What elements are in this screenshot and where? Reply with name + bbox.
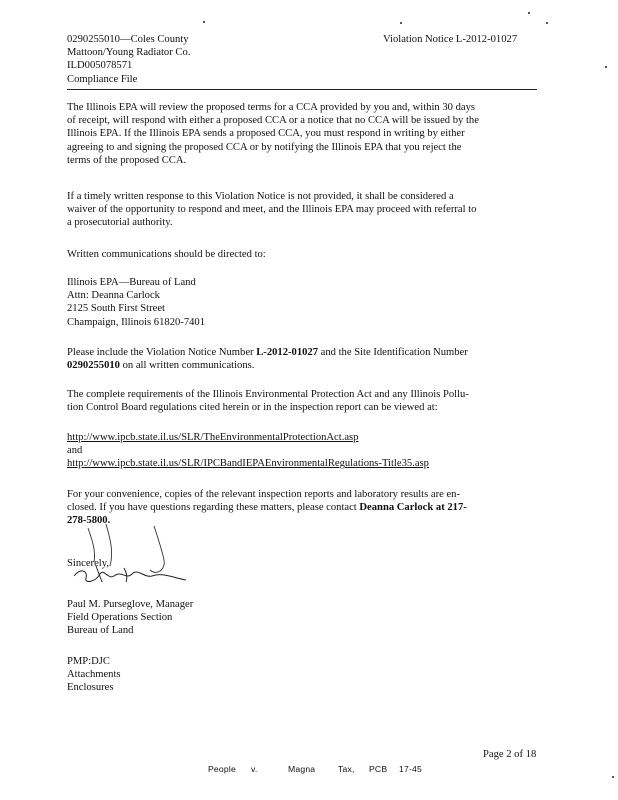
contact-bold: Deanna Carlock at 217- — [359, 502, 467, 514]
caption-word: PCB — [369, 764, 388, 774]
handwritten-signature — [66, 520, 206, 590]
text-line: terms of the proposed CCA. — [67, 154, 187, 166]
caption-word: v. — [251, 764, 258, 774]
scan-speck — [528, 12, 530, 14]
enclosure-block — [67, 655, 537, 695]
scan-speck — [612, 776, 614, 778]
text-line: Written communications should be directed to: — [67, 249, 266, 260]
header-line-file: Compliance File — [67, 73, 138, 85]
header-line-site: 0290255010—Coles County — [67, 34, 189, 45]
address-line: Attn: Deanna Carlock — [67, 290, 160, 302]
mailing-address — [67, 276, 537, 329]
text-line: agreeing to and signing the proposed CCA or by notifying the Illinois EPA that you reject the — [67, 141, 462, 153]
initials: PMP:DJC — [67, 656, 110, 667]
salutation: Sincerely, — [67, 558, 109, 569]
paragraph-requirements — [67, 388, 537, 414]
address-line: Illinois EPA—Bureau of Land — [67, 277, 196, 288]
site-id-bold: 0290255010 — [67, 360, 120, 372]
header-line-id: ILD005078571 — [67, 60, 133, 72]
header-line-company: Mattoon/Young Radiator Co. — [67, 47, 191, 59]
text-line: For your convenience, copies of the relevant inspection reports and laboratory results are en- — [67, 489, 461, 500]
signer-block — [67, 598, 537, 638]
text-line: If a timely written response to this Violation Notice is not provided, it shall be considered a — [67, 191, 454, 202]
enclosures-label: Enclosures — [67, 682, 114, 694]
act-link[interactable]: http://www.ipcb.state.il.us/SLR/TheEnvironmentalProtectionAct.asp — [67, 432, 359, 443]
paragraph-communications — [67, 248, 537, 261]
text-line: Illinois EPA. If the Illinois EPA sends a proposed CCA, you must respond in writing by either — [67, 128, 465, 140]
text-line: The complete requirements of the Illinois Environmental Protection Act and any Illinois Pollu- — [67, 389, 469, 400]
violation-notice-number: Violation Notice L-2012-01027 — [383, 34, 518, 45]
header-address-block — [67, 33, 397, 86]
caption-word: 17-45 — [399, 764, 422, 774]
caption-word: Tax, — [338, 764, 355, 774]
attachments-label: Attachments — [67, 669, 121, 681]
signer-section: Field Operations Section — [67, 612, 173, 624]
regulations-link[interactable]: http://www.ipcb.state.il.us/SLR/IPCBandIEPAEnvironmentalRegulations-Title35.asp — [67, 458, 429, 470]
links-block — [67, 431, 537, 471]
text-line: The Illinois EPA will review the proposed terms for a CCA provided by you and, within 30 days — [67, 102, 476, 113]
scan-speck — [400, 22, 402, 24]
text-line: tion Control Board regulations cited herein or in the inspection report can be viewed at: — [67, 402, 438, 414]
text-segment: closed. If you have questions regarding these matters, please contact — [67, 502, 360, 514]
paragraph-include-numbers — [67, 346, 537, 372]
text-line — [67, 359, 537, 372]
address-line: Champaign, Illinois 61820-7401 — [67, 316, 206, 328]
header-rule — [67, 89, 537, 90]
text-segment: Please include the Violation Notice Number — [67, 347, 257, 358]
text-segment: and the Site Identification Number — [318, 347, 468, 358]
scan-speck — [546, 22, 548, 24]
text-segment: on all written communications. — [119, 360, 255, 372]
and-text: and — [67, 445, 83, 457]
violation-number-bold: L-2012-01027 — [256, 347, 319, 358]
contact-phone-bold: 278-5800. — [67, 515, 111, 527]
scan-speck — [605, 66, 607, 68]
caption-word: Magna — [288, 764, 316, 774]
text-line: waiver of the opportunity to respond and meet, and the Illinois EPA may proceed with referral to — [67, 204, 477, 216]
scan-speck — [203, 21, 205, 23]
signer-name: Paul M. Purseglove, Manager — [67, 599, 194, 610]
address-line: 2125 South First Street — [67, 303, 165, 315]
paragraph-waiver — [67, 190, 537, 230]
page-number: Page 2 of 18 — [483, 749, 537, 760]
paragraph-cca-review — [67, 101, 537, 167]
case-caption — [208, 763, 422, 776]
text-line — [67, 346, 537, 359]
signer-bureau: Bureau of Land — [67, 625, 134, 637]
closing-block — [67, 557, 537, 570]
caption-word: People — [208, 764, 236, 774]
text-line — [67, 501, 537, 514]
text-line: a prosecutorial authority. — [67, 217, 173, 229]
text-line: of receipt, will respond with either a proposed CCA or a notice that no CCA will be issued by the — [67, 115, 479, 127]
